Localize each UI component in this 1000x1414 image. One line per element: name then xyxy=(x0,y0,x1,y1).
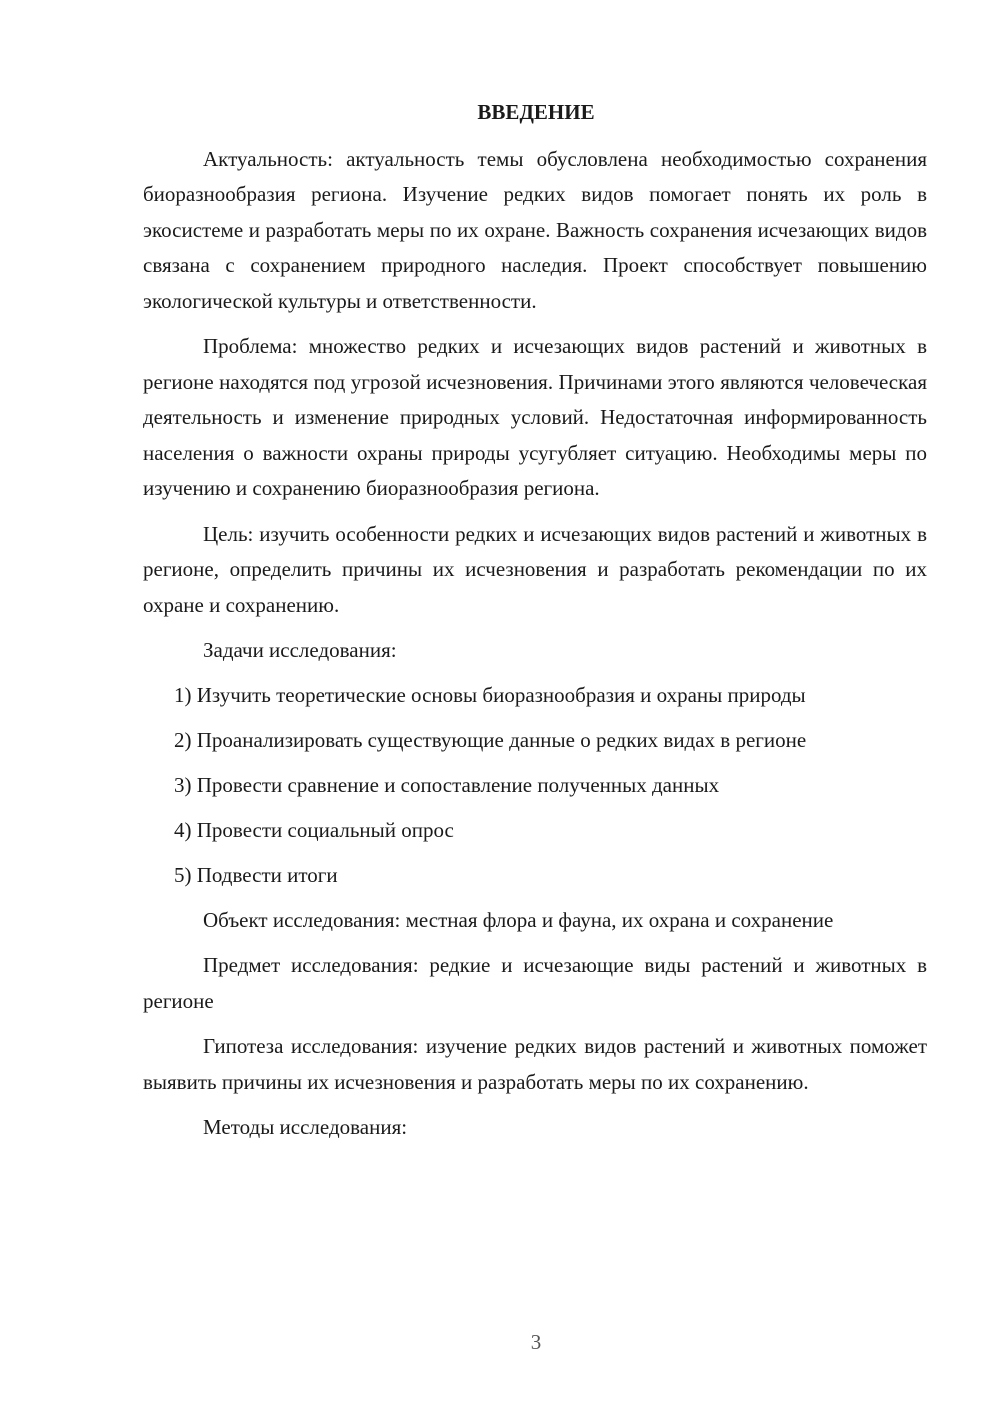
document-page xyxy=(143,95,927,1156)
methods-heading: Методы исследования: xyxy=(203,1115,408,1139)
section-heading: ВВЕДЕНИЕ xyxy=(477,100,595,124)
goal-paragraph: Цель: изучить особенности редких и исчезающих видов растений и животных в регионе, определить причины их исчезновения и разработать рекомендации по их охране и сохранению. xyxy=(143,521,927,617)
subject-paragraph: Предмет исследования: редкие и исчезающие виды растений и животных в регионе xyxy=(143,953,927,1013)
list-item: 4) Провести социальный опрос xyxy=(174,817,454,842)
object-paragraph: Объект исследования: местная флора и фауна, их охрана и сохранение xyxy=(203,907,834,932)
tasks-heading: Задачи исследования: xyxy=(203,638,397,662)
relevance-paragraph: Актуальность: актуальность темы обусловлена необходимостью сохранения биоразнообразия региона. Изучение редких видов помогает понять их роль в экосистеме и разработать меры по их охране. Важность сохранения исчезающих видов связана с сохранением природного наследия. Проект способствует повышению экологической культуры и ответственности. xyxy=(143,146,927,313)
hypothesis-paragraph: Гипотеза исследования: изучение редких видов растений и животных поможет выявить причины их исчезновения и разработать меры по их сохранению. xyxy=(143,1034,927,1094)
list-item: 3) Провести сравнение и сопоставление полученных данных xyxy=(174,772,720,797)
page-number: 3 xyxy=(530,1330,542,1354)
list-item: 1) Изучить теоретические основы биоразнообразия и охраны природы xyxy=(174,682,806,707)
problem-paragraph: Проблема: множество редких и исчезающих видов растений и животных в регионе находятся под угрозой исчезновения. Причинами этого являются человеческая деятельность и изменение природных условий. Недостаточная информированность населения о важности охраны природы усугубляет ситуацию. Необходимы меры по изучению и сохранению биоразнообразия региона. xyxy=(143,334,927,500)
tasks-list xyxy=(143,678,927,894)
list-item: 5) Подвести итоги xyxy=(174,862,338,887)
list-item: 2) Проанализировать существующие данные о редких видах в регионе xyxy=(174,727,807,752)
